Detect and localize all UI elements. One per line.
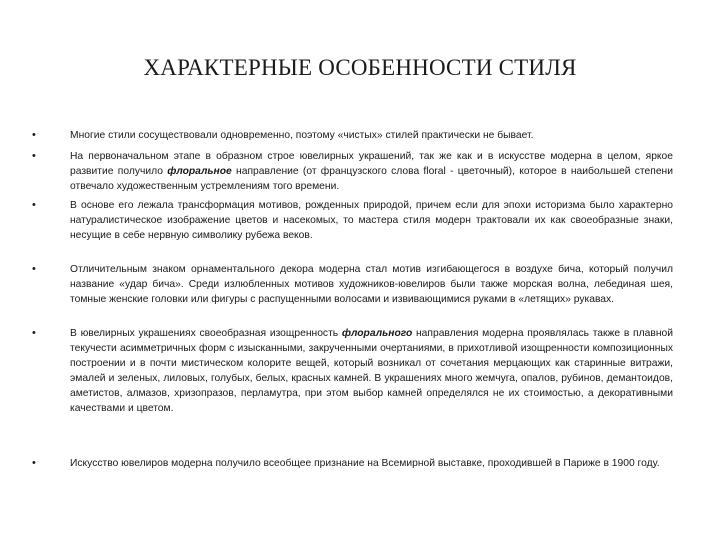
- bullet-text: направление (от французского слова floral - цветочный), которое в наибольшей степени отвечало художественным устремлениям того времени.: [70, 166, 673, 192]
- bullet-item: [70, 326, 673, 416]
- bullet-item: • В основе его лежала трансформация мотивов, рожденных природой, причем если для эпохи историзма было характерно натуралистическое изображение цветов и насекомых, то мастера стиля модерн трактовали их как своеобразные знаки, несущие в себе нервную символику рубежа веков.: [70, 198, 673, 243]
- emphasized-term: флорального: [341, 328, 413, 339]
- bullet-item: [70, 149, 673, 194]
- bullet-item: • Искусство ювелиров модерна получило всеобщее признание на Всемирной выставке, проходившей в Париже в 1900 году.: [70, 456, 673, 471]
- bullet-text: В ювелирных украшениях своеобразная изощренность: [70, 328, 342, 339]
- bullet-item: • Отличительным знаком орнаментального декора модерна стал мотив изгибающегося в воздухе бича, который получил название «удар бича». Среди излюбленных мотивов художников-ювелиров были также морская волна, лебединая шея, томные женские головки или фигуры с распущенными волосами и извивающимися руками в «летящих» рукавах.: [70, 262, 673, 307]
- slide-title: ХАРАКТЕРНЫЕ ОСОБЕННОСТИ СТИЛЯ: [143, 55, 577, 80]
- bullet-text: направления модерна проявлялась также в плавной текучести асимметричных форм с изысканными, закрученными очертаниями, в прихотливой изощренности композиционных построении и в почти мистическом колорите вещей, который возникал от сочетания мерцающих как старинные витражи, эмалей и зеленых, лиловых, голубых, белых, красных камней. В украшениях много жемчуга, опалов, рубинов, демантоидов, аметистов, алмазов, хризопразов, перламутра, при этом выбор камней определялся не их стоимостью, а декоративными качествами и цветом.: [70, 328, 674, 414]
- emphasized-term: флоральное: [167, 166, 232, 177]
- bullet-item: • Многие стили сосуществовали одновременно, поэтому «чистых» стилей практически не бывает.: [70, 128, 673, 143]
- bullet-text: На первоначальном этапе в образном строе ювелирных украшений, так же как и в искусстве модерна в целом, яркое развитие получило: [70, 151, 673, 177]
